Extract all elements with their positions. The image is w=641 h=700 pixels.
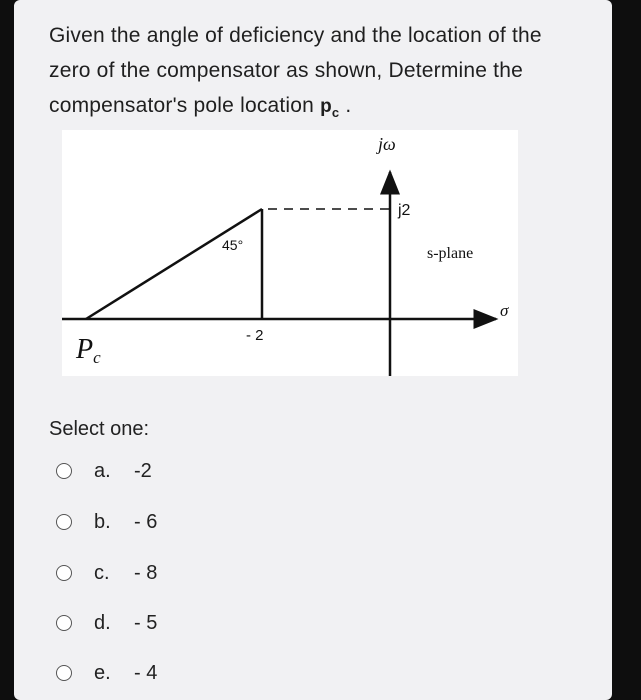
option-c[interactable] [56,558,316,588]
question-body: Given the angle of deficiency and the location of the zero of the compensator as shown, Determine the compensator's pole location [49,24,542,117]
option-letter: d. [94,611,111,634]
option-d[interactable] [56,608,316,638]
minus-two-label: - 2 [246,327,264,344]
option-a[interactable] [56,456,316,486]
option-letter: c. [94,561,110,584]
option-value: - 6 [134,510,158,533]
s-plane-figure [62,130,518,376]
option-e[interactable] [56,658,316,688]
option-value: - 4 [134,661,158,684]
pole-symbol: $p_c$ [320,96,340,120]
option-letter: e. [94,661,111,684]
option-b[interactable] [56,507,316,537]
question-end: . [339,94,352,117]
s-plane-label: s-plane [427,245,474,262]
radio-button-c[interactable] [56,565,72,581]
radio-button-e[interactable] [56,665,72,681]
question-text [49,18,569,130]
select-one-label: Select one: [49,418,150,440]
radio-button-b[interactable] [56,514,72,530]
s-plane-diagram [62,130,518,376]
option-value: - 5 [134,611,158,634]
option-value: - 8 [134,561,158,584]
jw-label: jω [378,134,396,154]
radio-button-d[interactable] [56,615,72,631]
sigma-label: σ [500,301,509,320]
radio-button-a[interactable] [56,463,72,479]
option-letter: b. [94,510,111,533]
pc-label: Pc [76,334,101,367]
option-value: -2 [134,459,152,482]
question-card [14,0,612,700]
angle-label: 45° [222,237,244,253]
j2-label: j2 [398,202,411,219]
option-letter: a. [94,459,111,482]
angle-line [86,209,262,319]
